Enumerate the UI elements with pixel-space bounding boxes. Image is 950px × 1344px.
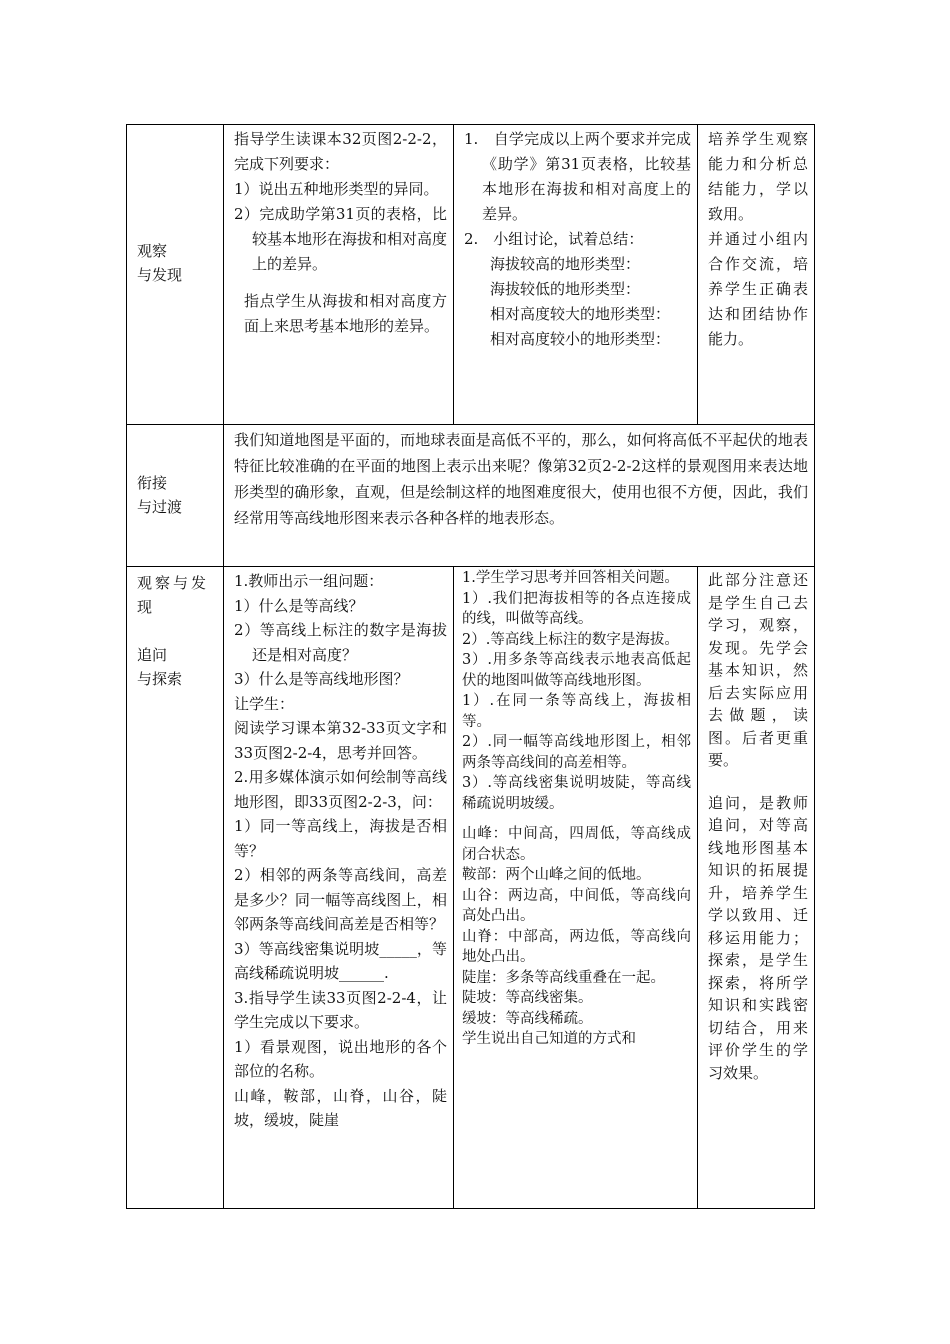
- teacher-line: 2）完成助学第31页的表格，比较基本地形在海拔和相对高度上的差异。: [234, 205, 448, 273]
- row-label-line: 现: [137, 598, 153, 616]
- transition-text-cell: [223, 425, 814, 566]
- row-label-line: 追问: [137, 646, 168, 664]
- student-line: 2）.等高线上标注的数字是海拔。: [462, 631, 679, 648]
- row-label-line: 与发现: [137, 266, 183, 284]
- teacher-line: 2）等高线上标注的数字是海拔还是相对高度？: [234, 621, 447, 664]
- student-activity-cell: [453, 567, 697, 1208]
- teacher-line: 指点学生从海拔和相对高度方面上来思考基本地形的差异。: [244, 292, 447, 335]
- student-line: 2. 小组讨论，试着总结：: [464, 230, 644, 248]
- student-line: 山峰：中间高，四周低，等高线成闭合状态。: [462, 826, 691, 863]
- student-line: 2）.同一幅等高线地形图上，相邻两条等高线间的高差相等。: [462, 734, 691, 771]
- design-intent-cell: [697, 567, 814, 1208]
- row-label-cell: [127, 425, 223, 566]
- student-line: 海拔较高的地形类型：: [490, 255, 641, 273]
- table-row-observe: [127, 125, 814, 425]
- teacher-line: 3.指导学生读33页图2-2-4，让学生完成以下要求。: [234, 988, 447, 1031]
- student-line: 陡崖：多条等高线重叠在一起。: [462, 969, 665, 986]
- student-line: 山谷：两边高，中间低，等高线向高处凸出。: [462, 887, 691, 924]
- student-line: 1. 自学完成以上两个要求并完成《助学》第31页表格，比较基本地形在海拔和相对高度上的差异。: [464, 130, 691, 223]
- teacher-activity-cell: [223, 567, 453, 1208]
- student-line: 3）.等高线密集说明坡陡，等高线稀疏说明坡缓。: [462, 775, 691, 812]
- intent-line: 此部分注意还是学生自己去学习，观察，发现。先学会基本知识，然后去实际应用去做题，读图。后者更重要。: [708, 571, 808, 769]
- student-line: 山脊：中部高，两边低，等高线向地处凸出。: [462, 928, 691, 965]
- row-label-line: 与过渡: [137, 498, 183, 516]
- table-row-transition: [127, 425, 814, 567]
- teacher-line: 3）等高线密集说明坡_____，等高线稀疏说明坡______.: [234, 939, 447, 982]
- student-line: 3）.用多条等高线表示地表高低起伏的地图叫做等高线地形图。: [462, 652, 691, 689]
- row-label-line: 观察: [137, 242, 168, 260]
- teacher-line: 3）什么是等高线地形图？: [234, 670, 409, 688]
- intent-line: 培养学生观察能力和分析总结能力，学以致用。: [708, 130, 808, 223]
- teacher-line: 山峰，鞍部，山脊，山谷，陡坡，缓坡，陡崖: [234, 1086, 447, 1129]
- table-row-explore: [127, 567, 814, 1208]
- teacher-line: 1）说出五种地形类型的异同。: [234, 180, 439, 198]
- teacher-line: 1）同一等高线上，海拔是否相等？: [234, 817, 447, 860]
- teacher-line: 指导学生读课本32页图2-2-2，完成下列要求：: [234, 130, 447, 173]
- teacher-line: 1）看景观图，说出地形的各个部位的名称。: [234, 1037, 447, 1080]
- student-line: 1.学生学习思考并回答相关问题。: [462, 570, 679, 586]
- student-line: 1）.在同一条等高线上，海拔相等。: [462, 693, 691, 730]
- teacher-line: 2.用多媒体演示如何绘制等高线地形图，即33页图2-2-3，问：: [234, 768, 447, 811]
- intent-line: 追问，是教师追问，对等高线地形图基本知识的拓展提升，培养学生学以致用、迁移运用能力；探索，是学生探索，将所学知识和实践密切结合，用来评价学生的学习效果。: [708, 793, 808, 1082]
- student-line: 1）.我们把海拔相等的各点连接成的线，叫做等高线。: [462, 590, 691, 627]
- student-line: 相对高度较小的地形类型：: [490, 330, 671, 348]
- teacher-line: 2）相邻的两条等高线间，高差是多少？同一幅等高线图上，相邻两条等高线间高差是否相等？: [234, 866, 447, 933]
- row-label-line: 衔接: [137, 474, 168, 492]
- student-line: 海拔较低的地形类型：: [490, 280, 641, 298]
- teacher-line: 1.教师出示一组问题：: [234, 572, 384, 590]
- teacher-line: 阅读学习课本第32-33页文字和33页图2-2-4，思考并回答。: [234, 719, 447, 762]
- teacher-line: 让学生：: [234, 694, 295, 713]
- student-line: 鞍部：两个山峰之间的低地。: [462, 867, 651, 883]
- teacher-activity-cell: [223, 125, 453, 424]
- lesson-plan-table: [126, 124, 815, 1209]
- design-intent-cell: [697, 125, 814, 424]
- row-label-cell: [127, 125, 223, 424]
- row-label-line: 与探索: [137, 670, 183, 688]
- row-label-line: 观察与发: [137, 574, 210, 592]
- row-label-cell: [127, 567, 223, 1208]
- student-activity-cell: [453, 125, 697, 424]
- transition-text: 我们知道地图是平面的，而地球表面是高低不平的，那么，如何将高低不平起伏的地表特征比较准确的在平面的地图上表示出来呢？像第32页2-2-2这样的景观图用来表达地形类型的确形象，直观，但是绘制这样的地图难度很大，使用也很不方便，因此，我们经常用等高线地形图来表示各种各样的地表形态。: [234, 431, 808, 527]
- student-line: 相对高度较大的地形类型：: [490, 305, 671, 323]
- intent-line: 并通过小组内合作交流，培养学生正确表达和团结协作能力。: [708, 230, 808, 348]
- teacher-line: 1）什么是等高线？: [234, 596, 364, 615]
- student-line: 学生说出自己知道的方式和: [462, 1031, 636, 1047]
- student-line: 陡坡：等高线密集。: [462, 990, 593, 1006]
- student-line: 缓坡：等高线稀疏。: [462, 1010, 593, 1027]
